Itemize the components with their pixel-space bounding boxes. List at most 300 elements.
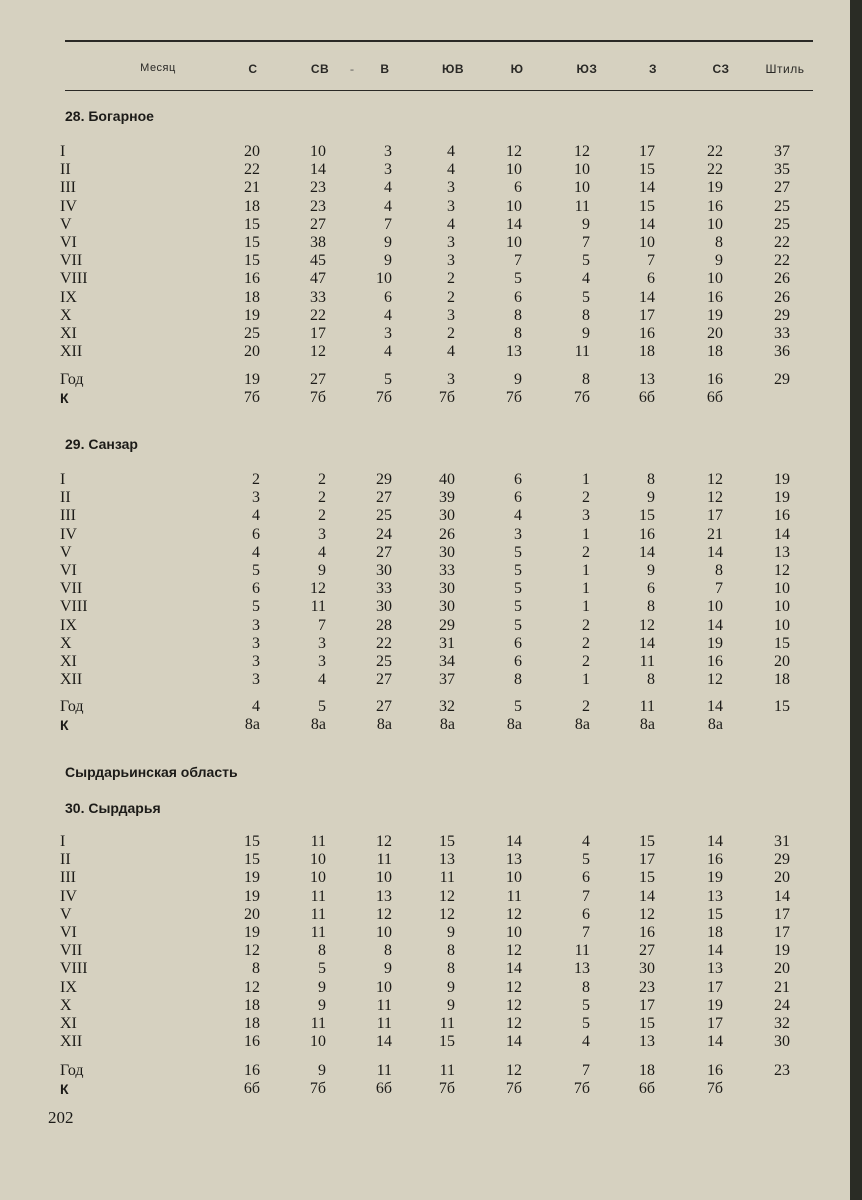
header-sw: ЮЗ: [576, 62, 598, 76]
table-cell: 10: [376, 270, 392, 288]
table-cell: 16: [244, 1033, 260, 1051]
table-cell: 7: [318, 616, 326, 634]
table-cell: 15: [244, 215, 260, 233]
table-cell: 5: [514, 543, 522, 561]
station-title: 29. Санзар: [65, 436, 138, 452]
table-cell: 9: [318, 978, 326, 996]
row-label: IX: [60, 288, 77, 306]
table-cell: 19: [707, 634, 723, 652]
table-cell: 16: [639, 325, 655, 342]
table-cell: 7: [384, 215, 392, 233]
table-cell: 22: [774, 252, 790, 270]
table-cell: 2: [582, 698, 590, 715]
year-row: [0, 1062, 850, 1080]
table-cell: 5: [514, 562, 522, 579]
table-cell: 39: [439, 489, 455, 507]
table-cell: 8: [384, 942, 392, 960]
table-cell: 22: [310, 306, 326, 324]
table-cell: 10: [376, 924, 392, 941]
table-cell: 8а: [639, 716, 655, 733]
table-cell: 5: [514, 598, 522, 616]
header-s: Ю: [510, 62, 524, 76]
table-cell: 34: [439, 653, 455, 670]
table-cell: 3: [447, 306, 455, 324]
row-label: VII: [60, 252, 83, 270]
table-cell: 15: [774, 698, 790, 715]
table-cell: 12: [639, 616, 655, 634]
table-cell: 2: [582, 489, 590, 507]
table-cell: 9: [384, 252, 392, 270]
table-row: [0, 617, 850, 635]
table-cell: 27: [310, 371, 326, 388]
table-row: [0, 143, 850, 161]
table-cell: 6: [514, 653, 522, 670]
row-label: IX: [60, 616, 77, 634]
table-cell: 9: [318, 1062, 326, 1079]
table-cell: 17: [707, 1015, 723, 1032]
table-cell: 12: [506, 996, 522, 1014]
table-cell: 14: [506, 960, 522, 978]
table-cell: 14: [376, 1033, 392, 1051]
table-cell: 14: [639, 215, 655, 233]
table-cell: 10: [707, 270, 723, 288]
table-cell: 9: [384, 960, 392, 978]
table-cell: 7б: [505, 389, 522, 406]
table-cell: 11: [310, 833, 326, 850]
table-cell: 10: [310, 143, 326, 160]
table-cell: 12: [506, 942, 522, 960]
table-cell: 33: [310, 288, 326, 306]
table-cell: 14: [707, 1033, 723, 1051]
header-separator: -: [350, 62, 354, 76]
table-cell: 11: [310, 598, 326, 616]
table-cell: 4: [447, 161, 455, 179]
table-cell: 7б: [505, 1080, 522, 1097]
table-cell: 13: [376, 887, 392, 905]
table-cell: 35: [774, 161, 790, 179]
header-rule: [65, 90, 813, 91]
table-cell: 2: [582, 543, 590, 561]
table-cell: 45: [310, 252, 326, 270]
row-label: XII: [60, 671, 83, 689]
row-label: V: [60, 215, 72, 233]
table-cell: 8: [252, 960, 260, 978]
table-cell: 11: [310, 1015, 326, 1032]
table-cell: 6: [514, 471, 522, 488]
table-cell: 3: [447, 197, 455, 215]
table-cell: 12: [439, 887, 455, 905]
table-cell: 2: [318, 489, 326, 507]
table-row: [0, 234, 850, 252]
table-cell: 9: [447, 996, 455, 1014]
table-cell: 18: [244, 1015, 260, 1032]
table-cell: 18: [244, 288, 260, 306]
table-cell: 8: [447, 960, 455, 978]
table-cell: 8а: [707, 716, 723, 733]
table-cell: 8: [582, 306, 590, 324]
table-cell: 10: [506, 869, 522, 887]
table-cell: 15: [244, 851, 260, 869]
table-cell: 16: [244, 270, 260, 288]
table-cell: 20: [774, 960, 790, 978]
table-cell: 12: [707, 671, 723, 689]
table-cell: 12: [310, 580, 326, 598]
table-cell: 17: [774, 924, 790, 941]
header-nw: СЗ: [712, 62, 730, 76]
table-cell: 15: [639, 1015, 655, 1032]
table-cell: 19: [707, 306, 723, 324]
table-cell: 5: [514, 580, 522, 598]
table-row: [0, 179, 850, 197]
row-label: I: [60, 471, 66, 488]
table-cell: 12: [506, 978, 522, 996]
table-cell: 16: [707, 197, 723, 215]
table-cell: 22: [774, 234, 790, 251]
row-label: VIII: [60, 960, 88, 978]
table-cell: 25: [774, 197, 790, 215]
table-cell: 12: [506, 1062, 522, 1079]
table-cell: 19: [244, 869, 260, 887]
table-cell: 14: [707, 616, 723, 634]
row-label: VI: [60, 924, 77, 941]
table-cell: 6: [582, 905, 590, 923]
table-cell: 27: [774, 179, 790, 197]
table-cell: 13: [639, 371, 655, 388]
table-cell: 12: [244, 942, 260, 960]
table-cell: 20: [707, 325, 723, 342]
table-cell: 9: [582, 215, 590, 233]
table-cell: 20: [244, 905, 260, 923]
table-row: [0, 942, 850, 960]
table-cell: 11: [639, 653, 655, 670]
table-cell: 8а: [310, 716, 326, 733]
table-cell: 11: [574, 343, 590, 361]
table-cell: 23: [310, 179, 326, 197]
table-cell: 8: [715, 562, 723, 579]
table-cell: 19: [707, 179, 723, 197]
table-cell: 8: [715, 234, 723, 251]
row-label: К: [60, 717, 69, 733]
table-row: [0, 960, 850, 978]
table-cell: 12: [574, 143, 590, 160]
table-cell: 14: [707, 698, 723, 715]
row-label: VII: [60, 942, 83, 960]
header-se: ЮВ: [441, 62, 465, 76]
table-cell: 23: [639, 978, 655, 996]
table-cell: 5: [514, 270, 522, 288]
table-cell: 16: [707, 1062, 723, 1079]
table-cell: 14: [639, 179, 655, 197]
k-row: [0, 389, 850, 407]
table-cell: 15: [639, 869, 655, 887]
table-cell: 15: [244, 234, 260, 251]
row-label: Год: [60, 1062, 84, 1079]
table-cell: 6: [647, 580, 655, 598]
table-cell: 3: [447, 179, 455, 197]
table-cell: 8: [514, 671, 522, 689]
table-cell: 14: [707, 942, 723, 960]
table-cell: 32: [439, 698, 455, 715]
table-cell: 13: [774, 543, 790, 561]
table-cell: 19: [244, 371, 260, 388]
table-row: [0, 580, 850, 598]
table-cell: 2: [582, 653, 590, 670]
row-label: XI: [60, 1015, 77, 1032]
table-cell: 9: [582, 325, 590, 342]
table-cell: 19: [244, 924, 260, 941]
table-cell: 5: [582, 1015, 590, 1032]
table-cell: 19: [774, 489, 790, 507]
table-row: [0, 270, 850, 288]
table-cell: 26: [774, 288, 790, 306]
table-cell: 3: [252, 489, 260, 507]
table-row: [0, 544, 850, 562]
table-row: [0, 161, 850, 179]
table-cell: 40: [439, 471, 455, 488]
table-cell: 13: [707, 960, 723, 978]
table-cell: 19: [244, 887, 260, 905]
table-cell: 13: [439, 851, 455, 869]
table-cell: 13: [506, 343, 522, 361]
table-cell: 10: [506, 161, 522, 179]
table-cell: 17: [639, 996, 655, 1014]
row-label: К: [60, 1081, 69, 1097]
table-cell: 8: [514, 306, 522, 324]
table-cell: 16: [639, 924, 655, 941]
table-cell: 16: [774, 507, 790, 525]
table-cell: 3: [252, 634, 260, 652]
table-cell: 10: [774, 616, 790, 634]
table-cell: 11: [310, 924, 326, 941]
table-cell: 5: [514, 698, 522, 715]
table-cell: 15: [774, 634, 790, 652]
table-cell: 4: [514, 507, 522, 525]
table-cell: 7б: [309, 389, 326, 406]
table-cell: 6б: [243, 1080, 260, 1097]
row-label: Год: [60, 371, 84, 388]
table-cell: 7б: [573, 389, 590, 406]
table-row: [0, 307, 850, 325]
table-cell: 30: [439, 543, 455, 561]
table-cell: 18: [244, 197, 260, 215]
table-cell: 29: [774, 371, 790, 388]
table-cell: 20: [774, 653, 790, 670]
header-month: Месяц: [140, 62, 176, 74]
row-label: II: [60, 161, 71, 179]
table-cell: 12: [376, 905, 392, 923]
table-cell: 14: [639, 288, 655, 306]
table-cell: 16: [707, 288, 723, 306]
table-cell: 3: [514, 525, 522, 543]
table-cell: 13: [574, 960, 590, 978]
table-cell: 30: [439, 580, 455, 598]
row-label: VI: [60, 234, 77, 251]
table-cell: 27: [376, 543, 392, 561]
table-cell: 25: [774, 215, 790, 233]
table-cell: 14: [707, 543, 723, 561]
table-cell: 12: [376, 833, 392, 850]
table-cell: 27: [376, 489, 392, 507]
table-cell: 3: [252, 671, 260, 689]
table-cell: 6: [384, 288, 392, 306]
table-cell: 15: [244, 252, 260, 270]
table-cell: 33: [774, 325, 790, 342]
table-cell: 6: [514, 179, 522, 197]
table-cell: 23: [774, 1062, 790, 1079]
table-cell: 5: [252, 562, 260, 579]
table-row: [0, 343, 850, 361]
table-cell: 4: [318, 671, 326, 689]
table-cell: 16: [707, 653, 723, 670]
table-row: [0, 216, 850, 234]
table-cell: 12: [310, 343, 326, 361]
table-cell: 12: [707, 471, 723, 488]
table-cell: 7б: [573, 1080, 590, 1097]
table-cell: 7б: [438, 389, 455, 406]
table-cell: 12: [506, 143, 522, 160]
table-cell: 10: [310, 1033, 326, 1051]
table-cell: 8: [582, 978, 590, 996]
table-row: [0, 833, 850, 851]
table-cell: 3: [252, 616, 260, 634]
table-cell: 4: [318, 543, 326, 561]
row-label: IX: [60, 978, 77, 996]
table-cell: 4: [252, 507, 260, 525]
table-cell: 4: [447, 215, 455, 233]
table-cell: 3: [252, 653, 260, 670]
table-cell: 13: [707, 887, 723, 905]
table-cell: 22: [376, 634, 392, 652]
row-label: V: [60, 905, 72, 923]
table-cell: 10: [506, 197, 522, 215]
table-cell: 15: [244, 833, 260, 850]
table-cell: 8а: [574, 716, 590, 733]
table-cell: 7б: [309, 1080, 326, 1097]
table-cell: 5: [318, 698, 326, 715]
table-cell: 9: [318, 562, 326, 579]
row-label: Год: [60, 698, 84, 715]
table-cell: 15: [639, 833, 655, 850]
table-cell: 8а: [506, 716, 522, 733]
table-cell: 11: [376, 1062, 392, 1079]
table-cell: 10: [376, 869, 392, 887]
row-label: К: [60, 390, 69, 406]
table-cell: 30: [376, 598, 392, 616]
table-cell: 14: [310, 161, 326, 179]
table-cell: 8: [514, 325, 522, 342]
table-row: [0, 1015, 850, 1033]
table-cell: 3: [447, 234, 455, 251]
table-cell: 17: [774, 905, 790, 923]
header-calm: Штиль: [765, 62, 805, 76]
table-cell: 2: [582, 616, 590, 634]
table-cell: 3: [582, 507, 590, 525]
table-cell: 9: [447, 978, 455, 996]
table-cell: 6: [514, 288, 522, 306]
table-row: [0, 325, 850, 343]
table-cell: 10: [639, 234, 655, 251]
table-cell: 15: [639, 507, 655, 525]
table-row: [0, 671, 850, 689]
table-row: [0, 653, 850, 671]
table-cell: 9: [318, 996, 326, 1014]
table-cell: 14: [707, 833, 723, 850]
table-cell: 6: [514, 634, 522, 652]
table-cell: 6б: [375, 1080, 392, 1097]
table-cell: 2: [582, 634, 590, 652]
header-n: С: [248, 62, 258, 76]
row-label: X: [60, 306, 72, 324]
table-cell: 25: [376, 507, 392, 525]
table-cell: 10: [707, 598, 723, 616]
table-cell: 37: [439, 671, 455, 689]
table-cell: 19: [774, 471, 790, 488]
table-cell: 4: [582, 833, 590, 850]
table-row: [0, 198, 850, 216]
row-label: III: [60, 869, 76, 887]
table-cell: 6: [252, 525, 260, 543]
table-cell: 1: [582, 471, 590, 488]
table-cell: 15: [707, 905, 723, 923]
table-cell: 14: [506, 833, 522, 850]
year-row: [0, 371, 850, 389]
table-cell: 6б: [638, 1080, 655, 1097]
k-row: [0, 1080, 850, 1098]
table-cell: 20: [774, 869, 790, 887]
table-cell: 16: [639, 525, 655, 543]
table-cell: 14: [639, 543, 655, 561]
table-cell: 3: [384, 161, 392, 179]
table-cell: 16: [244, 1062, 260, 1079]
table-row: [0, 1033, 850, 1051]
table-row: [0, 888, 850, 906]
table-cell: 1: [582, 525, 590, 543]
table-cell: 7: [514, 252, 522, 270]
table-cell: 5: [384, 371, 392, 388]
table-cell: 3: [447, 252, 455, 270]
row-label: II: [60, 851, 71, 869]
table-cell: 12: [707, 489, 723, 507]
table-cell: 11: [376, 851, 392, 869]
table-cell: 33: [376, 580, 392, 598]
table-cell: 10: [774, 580, 790, 598]
table-cell: 10: [310, 851, 326, 869]
page-number: 202: [48, 1108, 74, 1127]
table-cell: 22: [244, 161, 260, 179]
table-cell: 3: [318, 634, 326, 652]
table-cell: 16: [707, 851, 723, 869]
table-cell: 17: [310, 325, 326, 342]
table-cell: 9: [384, 234, 392, 251]
table-cell: 4: [384, 343, 392, 361]
table-cell: 20: [244, 143, 260, 160]
table-cell: 11: [310, 887, 326, 905]
table-cell: 21: [774, 978, 790, 996]
table-cell: 14: [506, 1033, 522, 1051]
table-cell: 27: [310, 215, 326, 233]
table-cell: 5: [252, 598, 260, 616]
row-label: X: [60, 634, 72, 652]
table-cell: 10: [506, 924, 522, 941]
station-title: 28. Богарное: [65, 108, 154, 124]
table-cell: 15: [439, 1033, 455, 1051]
table-row: [0, 869, 850, 887]
row-label: VIII: [60, 270, 88, 288]
table-cell: 1: [582, 562, 590, 579]
table-row: [0, 489, 850, 507]
table-cell: 28: [376, 616, 392, 634]
top-rule: [65, 40, 813, 42]
